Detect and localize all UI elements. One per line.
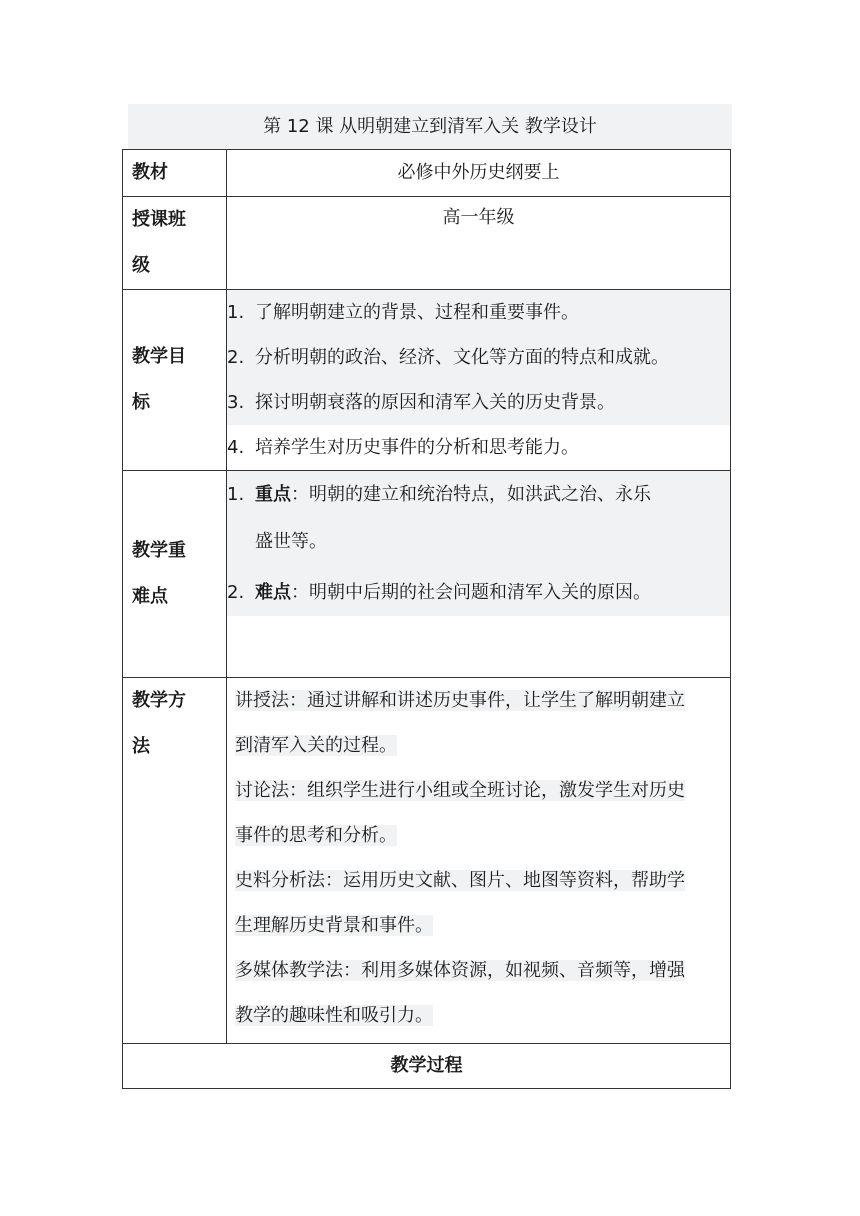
class-label	[123, 197, 227, 290]
method-paragraph-continued: 事件的思考和分析。	[235, 825, 397, 846]
table-row-class	[123, 197, 731, 290]
list-text: 明朝的建立和统治特点，如洪武之治、永乐	[309, 484, 651, 505]
difficulties-list	[227, 471, 730, 616]
difficulties-label	[123, 471, 227, 678]
list-number: 2.	[227, 347, 245, 368]
goals-cell	[227, 290, 731, 471]
method-paragraph: 讨论法：组织学生进行小组或全班讨论，激发学生对历史	[235, 780, 685, 801]
list-item	[227, 335, 730, 380]
table-row-difficulties	[123, 471, 731, 678]
separator: ：	[291, 582, 309, 603]
list-text: 分析明朝的政治、经济、文化等方面的特点和成就。	[255, 347, 669, 368]
methods-content	[227, 678, 730, 1038]
list-number: 1.	[227, 302, 245, 323]
table-row-textbook	[123, 150, 731, 197]
methods-label-line2: 法	[132, 736, 150, 757]
table-row-process	[123, 1044, 731, 1089]
class-label-line1: 授课班	[132, 209, 186, 230]
list-number: 2.	[227, 582, 245, 603]
class-label-line2: 级	[132, 255, 150, 276]
list-number: 1.	[227, 484, 245, 505]
list-text-continued: 盛世等。	[255, 531, 327, 552]
list-item	[227, 569, 730, 616]
goals-label-line1: 教学目	[132, 346, 186, 367]
methods-label-line1: 教学方	[132, 690, 186, 711]
method-paragraph-continued: 生理解历史背景和事件。	[235, 915, 433, 936]
textbook-value: 必修中外历史纲要上	[227, 150, 731, 197]
table-row-methods	[123, 678, 731, 1044]
list-text: 了解明朝建立的背景、过程和重要事件。	[255, 302, 579, 323]
list-number: 3.	[227, 392, 245, 413]
class-value: 高一年级	[227, 197, 731, 290]
method-paragraph: 讲授法：通过讲解和讲述历史事件，让学生了解明朝建立	[235, 690, 685, 711]
list-number: 4.	[227, 437, 245, 458]
document-title: 第 12 课 从明朝建立到清军入关 教学设计	[128, 104, 732, 150]
key-point-label: 重点	[255, 484, 291, 505]
process-heading: 教学过程	[123, 1044, 731, 1089]
list-item	[227, 425, 730, 470]
difficulties-cell	[227, 471, 731, 678]
difficulties-label-line2: 难点	[132, 586, 168, 607]
table-row-goals	[123, 290, 731, 471]
list-item	[227, 471, 730, 565]
method-paragraph-continued: 教学的趣味性和吸引力。	[235, 1005, 433, 1026]
separator: ：	[291, 484, 309, 505]
list-text: 明朝中后期的社会问题和清军入关的原因。	[309, 582, 651, 603]
method-paragraph: 史料分析法：运用历史文献、图片、地图等资料，帮助学	[235, 870, 685, 891]
lesson-plan-table	[122, 149, 731, 1089]
method-paragraph: 多媒体教学法：利用多媒体资源，如视频、音频等，增强	[235, 960, 685, 981]
textbook-label: 教材	[123, 150, 227, 197]
methods-label	[123, 678, 227, 1044]
goals-label	[123, 290, 227, 471]
list-item	[227, 290, 730, 335]
list-text: 培养学生对历史事件的分析和思考能力。	[255, 437, 579, 458]
list-item	[227, 380, 730, 425]
goals-list	[227, 290, 730, 470]
methods-cell	[227, 678, 731, 1044]
difficult-point-label: 难点	[255, 582, 291, 603]
list-text: 探讨明朝衰落的原因和清军入关的历史背景。	[255, 392, 615, 413]
goals-label-line2: 标	[132, 392, 150, 413]
difficulties-label-line1: 教学重	[132, 540, 186, 561]
method-paragraph-continued: 到清军入关的过程。	[235, 735, 397, 756]
